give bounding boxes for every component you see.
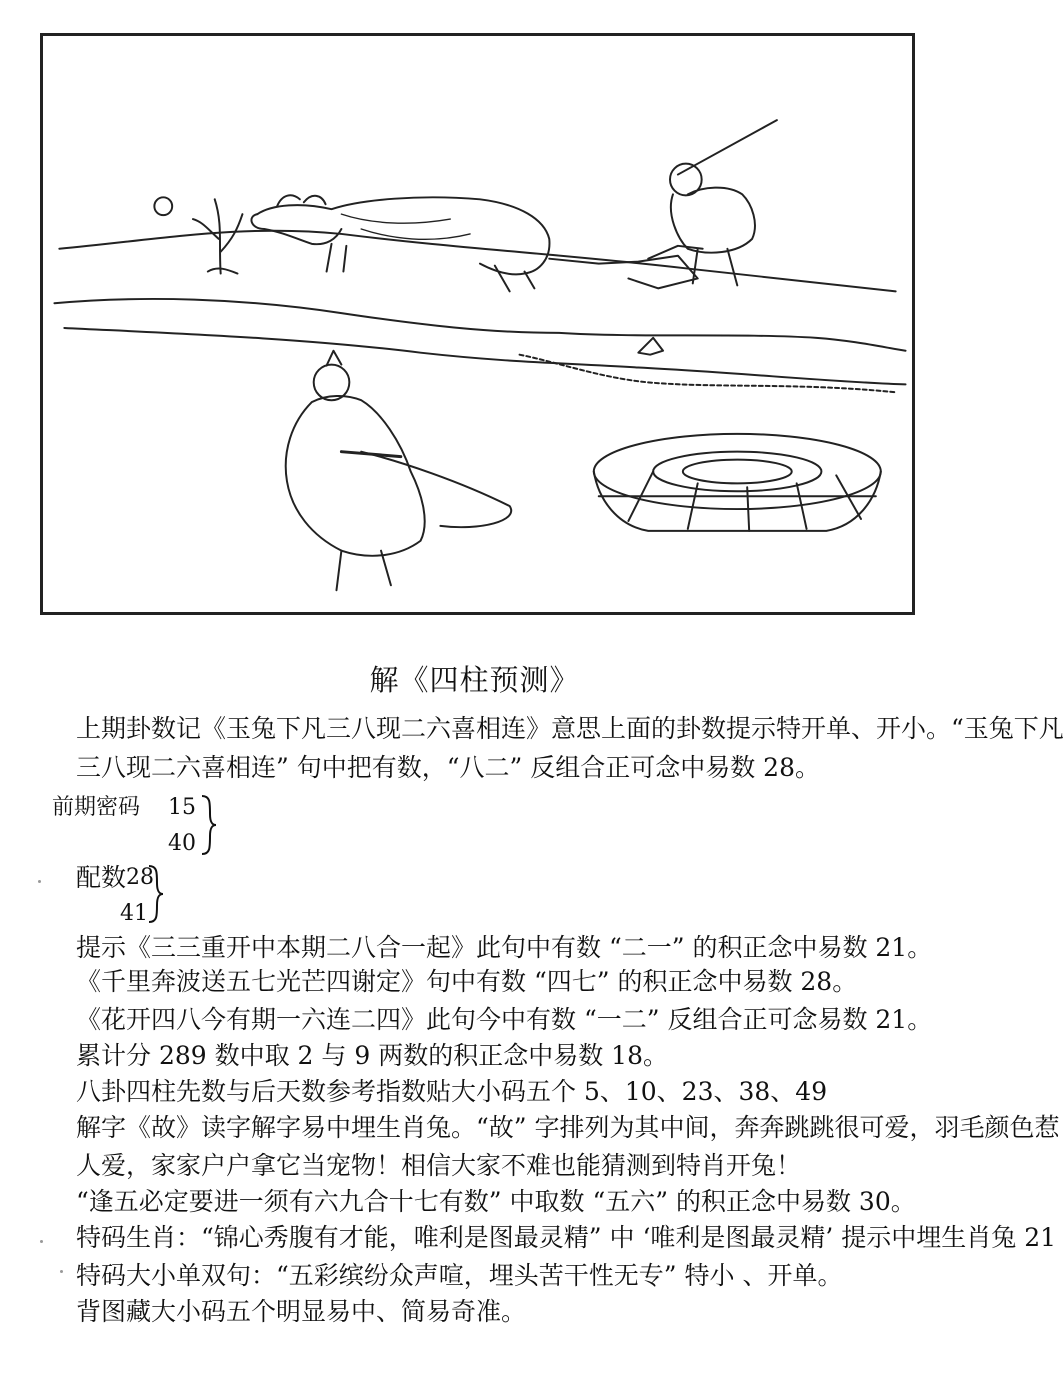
brace-icon (198, 794, 218, 856)
illustration-panel (40, 33, 915, 615)
woodcut-illustration (43, 36, 912, 612)
body-line: 提示《三三重开中本期二八合一起》此句中有数 “二一” 的积正念中易数 21。 (76, 933, 933, 962)
previous-code-value: 15 (168, 795, 196, 820)
pair-numbers-label: 配数 (76, 863, 127, 892)
body-line: 八卦四柱先数与后天数参考指数贴大小码五个 5、10、23、38、49 (76, 1077, 828, 1106)
previous-codes-label: 前期密码 (52, 795, 141, 820)
body-line: 《千里奔波送五七光芒四谢定》句中有数 “四七” 的积正念中易数 28。 (76, 967, 858, 996)
scan-speck (40, 1240, 43, 1243)
body-line: 累计分 289 数中取 2 与 9 两数的积正念中易数 18。 (76, 1041, 668, 1070)
intro-line-2: 三八现二六喜相连” 句中把有数，“八二” 反组合正可念中易数 28。 (76, 753, 820, 782)
previous-code-value: 40 (168, 831, 196, 856)
brace-icon (145, 864, 165, 924)
scan-speck (38, 880, 41, 883)
body-line: 特码生肖：“锦心秀腹有才能，唯利是图最灵精” 中 ‘唯利是图最灵精’ 提示中埋生肖兔 21 (76, 1223, 1057, 1252)
body-line: 背图藏大小码五个明显易中、简易奇准。 (76, 1297, 527, 1326)
body-line: 《花开四八今有期一六连二四》此句今中有数 “一二” 反组合正可念易数 21。 (76, 1005, 933, 1034)
body-line: “逢五必定要进一须有六九合十七有数” 中取数 “五六” 的积正念中易数 30。 (76, 1187, 916, 1216)
scan-speck (60, 1270, 63, 1273)
intro-line-1: 上期卦数记《玉兔下凡三八现二六喜相连》意思上面的卦数提示特开单、开小。“玉兔下凡 (76, 714, 1064, 743)
body-line: 人爱，家家户户拿它当宠物！相信大家不难也能猜测到特肖开兔！ (76, 1151, 802, 1180)
pair-number-value: 28 (126, 865, 154, 890)
pair-number-value: 41 (120, 901, 148, 926)
body-line: 解字《故》读字解字易中埋生肖兔。“故” 字排列为其中间，奔奔跳跳很可爱，羽毛颜色惹 (76, 1113, 1060, 1142)
page-title: 解《四柱预测》 (369, 663, 580, 697)
body-line: 特码大小单双句：“五彩缤纷众声喧，埋头苦干性无专” 特小 、开单。 (76, 1261, 843, 1290)
